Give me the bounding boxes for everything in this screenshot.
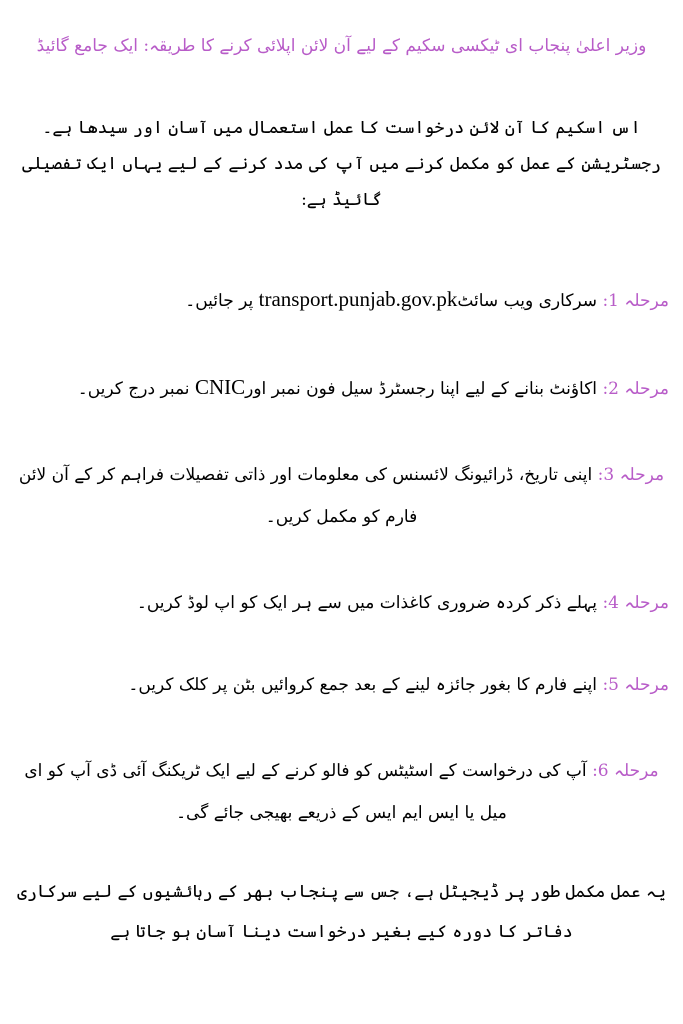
step-1-text-before: سرکاری ویب سائٹ [457, 291, 598, 311]
step-6-label: مرحلہ 6: [592, 761, 659, 781]
step-1 [14, 278, 669, 322]
step-1-text-after: پر جائیں۔ [185, 291, 254, 311]
step-3-label: مرحلہ 3: [597, 465, 665, 485]
step-2-label: مرحلہ 2: [602, 379, 669, 399]
step-4-text: پہلے ذکر کردہ ضروری کاغذات میں سے ہر ایک کو اپ لوڈ کریں۔ [136, 593, 598, 613]
step-6 [14, 750, 669, 834]
step-5-label: مرحلہ 5: [602, 675, 669, 695]
step-5-text: اپنے فارم کا بغور جائزہ لینے کے بعد جمع کروائیں بٹن پر کلک کریں۔ [128, 675, 598, 695]
page-title-text: وزیر اعلیٰ پنجاب ای ٹیکسی سکیم کے لیے آن لائن اپلائی کرنے کا طریقہ: ایک جامع گائیڈ [36, 36, 647, 56]
step-1-website: transport.punjab.gov.pk [258, 287, 458, 311]
step-1-label: مرحلہ 1: [602, 291, 669, 311]
closing-paragraph: یہ عمل مکمل طور پر ڈیجیٹل ہے، جس سے پنجاب بھر کے رہائشیوں کے لیے سرکاری دفاتر کا دورہ کیے بغیر درخواست دینا آسان ہو جاتا ہے [17, 882, 666, 942]
step-2 [14, 366, 669, 410]
step-3-text: اپنی تاریخ، ڈرائیونگ لائسنس کی معلومات اور ذاتی تفصیلات فراہم کر کے آن لائن فارم کو مکمل کریں۔ [18, 465, 593, 527]
step-2-text-after: نمبر درج کریں۔ [77, 379, 190, 399]
step-4 [14, 582, 669, 624]
step-3 [14, 454, 669, 538]
step-4-label: مرحلہ 4: [602, 593, 669, 613]
intro-paragraph: اس اسکیم کا آن لائن درخواست کا عمل استعمال میں آسان اور سیدھا ہے۔ رجسٹریشن کے عمل کو مکمل کرنے میں آپ کی مدد کرنے کے لیے یہاں ایک تفصیلی گائیڈ ہے: [22, 118, 661, 210]
step-2-text-before: اکاؤنٹ بنانے کے لیے اپنا رجسٹرڈ سیل فون نمبر اور [245, 379, 598, 399]
step-5 [14, 664, 669, 706]
page-title [14, 34, 669, 58]
step-2-cnic: CNIC [194, 375, 246, 399]
step-6-text: آپ کی درخواست کے اسٹیٹس کو فالو کرنے کے لیے ایک ٹریکنگ آئی ڈی آپ کو ای میل یا ایس ایم ایس کے ذریعے بھیجی جائے گی۔ [24, 761, 587, 823]
